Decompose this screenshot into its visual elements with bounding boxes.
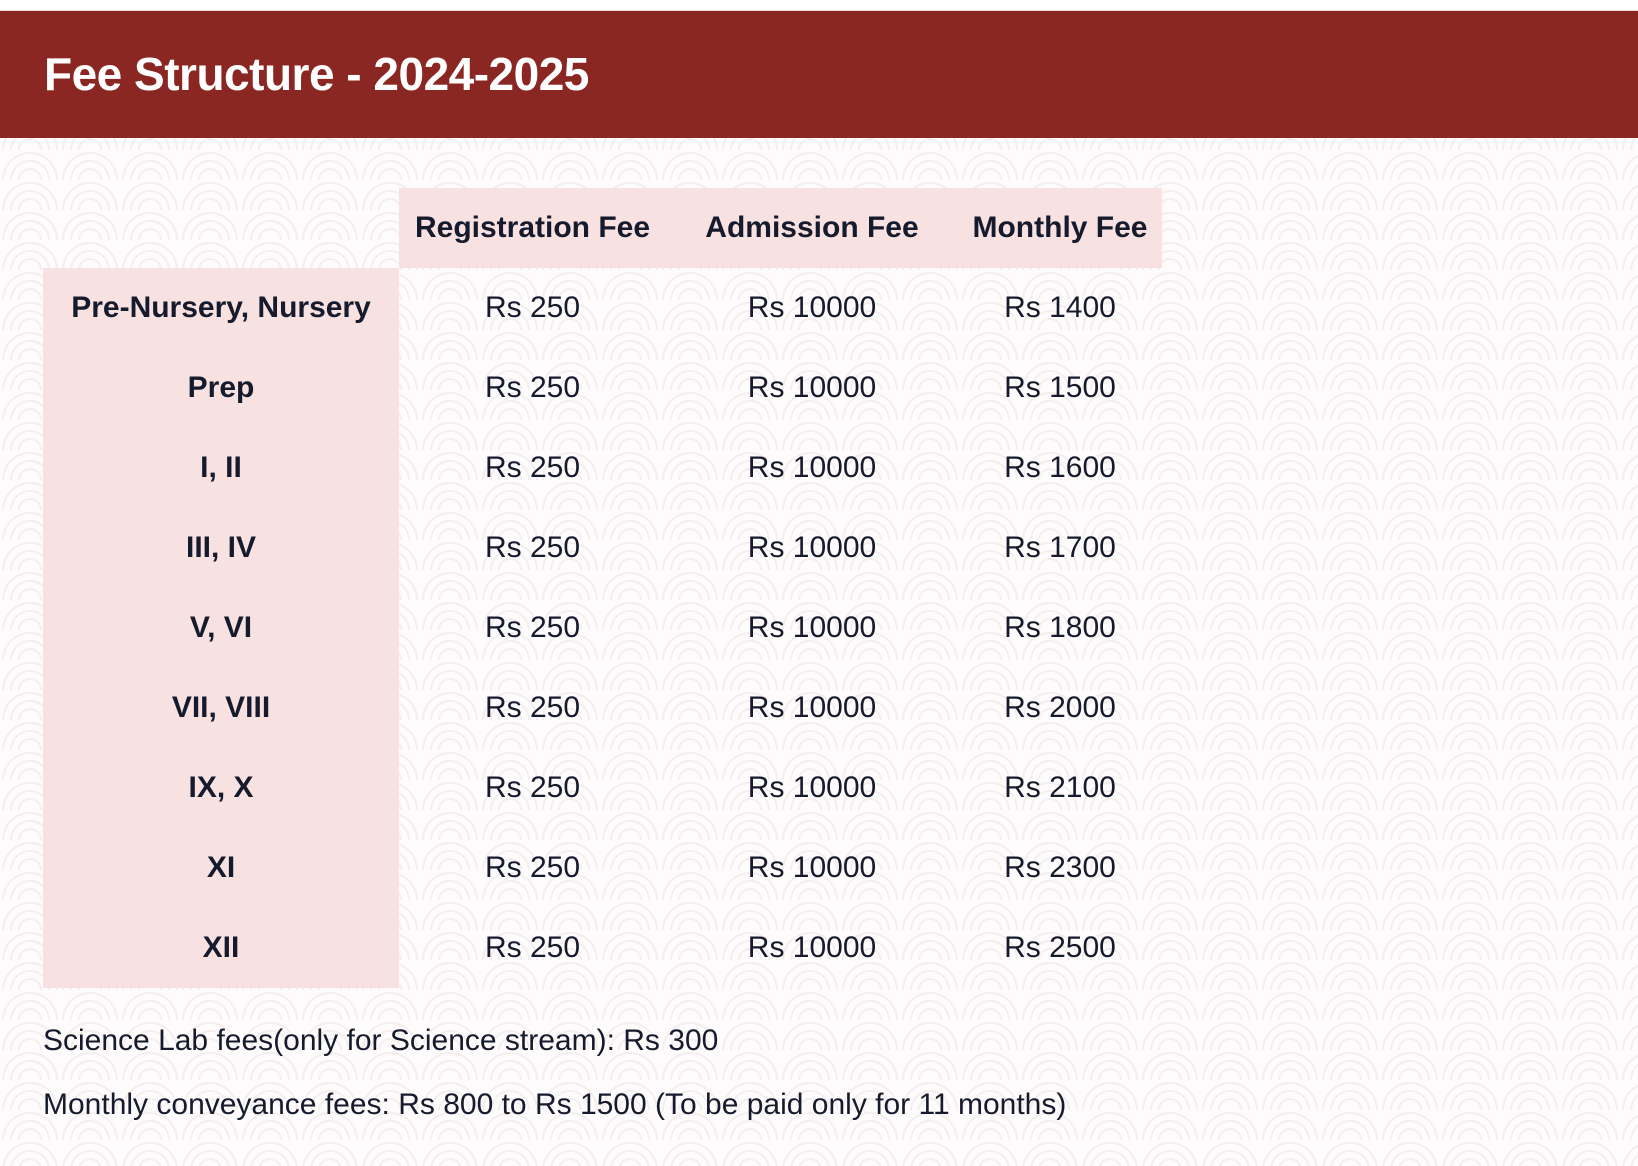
admission-fee-cell: Rs 10000 (747, 931, 877, 964)
admission-fee-cell: Rs 10000 (747, 691, 877, 724)
table-row (43, 748, 1162, 828)
admission-fee-cell: Rs 10000 (747, 371, 877, 404)
grade-cell: VII, VIII (43, 668, 399, 748)
admission-fee-cell: Rs 10000 (747, 531, 877, 564)
monthly-fee-cell: Rs 1400 (1004, 291, 1116, 324)
registration-fee-cell: Rs 250 (484, 371, 581, 404)
registration-fee-cell: Rs 250 (484, 851, 581, 884)
grade-cell: I, II (43, 428, 399, 508)
header-admission-fee: Admission Fee (666, 188, 958, 268)
table-row (43, 908, 1162, 988)
admission-fee-cell: Rs 10000 (747, 611, 877, 644)
header-registration-fee: Registration Fee (399, 188, 666, 268)
monthly-fee-cell: Rs 1800 (1004, 611, 1116, 644)
grade-cell: XI (43, 828, 399, 908)
grade-cell: IX, X (43, 748, 399, 828)
table-row (43, 428, 1162, 508)
page-title: Fee Structure - 2024-2025 (44, 48, 589, 100)
monthly-fee-cell: Rs 2100 (1004, 771, 1116, 804)
registration-fee-cell: Rs 250 (484, 611, 581, 644)
monthly-fee-cell: Rs 1600 (1004, 451, 1116, 484)
table-header-row (43, 188, 1162, 268)
grade-cell: V, VI (43, 588, 399, 668)
table-row (43, 348, 1162, 428)
monthly-fee-cell: Rs 2000 (1004, 691, 1116, 724)
fee-table (43, 188, 1162, 988)
header-blank (43, 188, 399, 268)
table-row (43, 828, 1162, 908)
registration-fee-cell: Rs 250 (484, 531, 581, 564)
table-row (43, 508, 1162, 588)
admission-fee-cell: Rs 10000 (747, 771, 877, 804)
grade-cell: Prep (43, 348, 399, 428)
monthly-fee-cell: Rs 2300 (1004, 851, 1116, 884)
table-row (43, 268, 1162, 348)
monthly-fee-cell: Rs 2500 (1004, 931, 1116, 964)
top-divider (0, 0, 1638, 11)
registration-fee-cell: Rs 250 (484, 451, 581, 484)
table-row (43, 668, 1162, 748)
monthly-fee-cell: Rs 1500 (1004, 371, 1116, 404)
note-science-lab: Science Lab fees(only for Science stream): Rs 300 (43, 1024, 719, 1057)
table-row (43, 588, 1162, 668)
grade-cell: III, IV (43, 508, 399, 588)
admission-fee-cell: Rs 10000 (747, 851, 877, 884)
header-monthly-fee: Monthly Fee (958, 188, 1162, 268)
page-header (0, 11, 1638, 138)
note-conveyance: Monthly conveyance fees: Rs 800 to Rs 1500 (To be paid only for 11 months) (43, 1088, 1067, 1121)
registration-fee-cell: Rs 250 (484, 931, 581, 964)
registration-fee-cell: Rs 250 (484, 691, 581, 724)
admission-fee-cell: Rs 10000 (747, 291, 877, 324)
grade-cell: Pre-Nursery, Nursery (43, 268, 399, 348)
registration-fee-cell: Rs 250 (484, 771, 581, 804)
grade-cell: XII (43, 908, 399, 988)
admission-fee-cell: Rs 10000 (747, 451, 877, 484)
registration-fee-cell: Rs 250 (484, 291, 581, 324)
monthly-fee-cell: Rs 1700 (1004, 531, 1116, 564)
